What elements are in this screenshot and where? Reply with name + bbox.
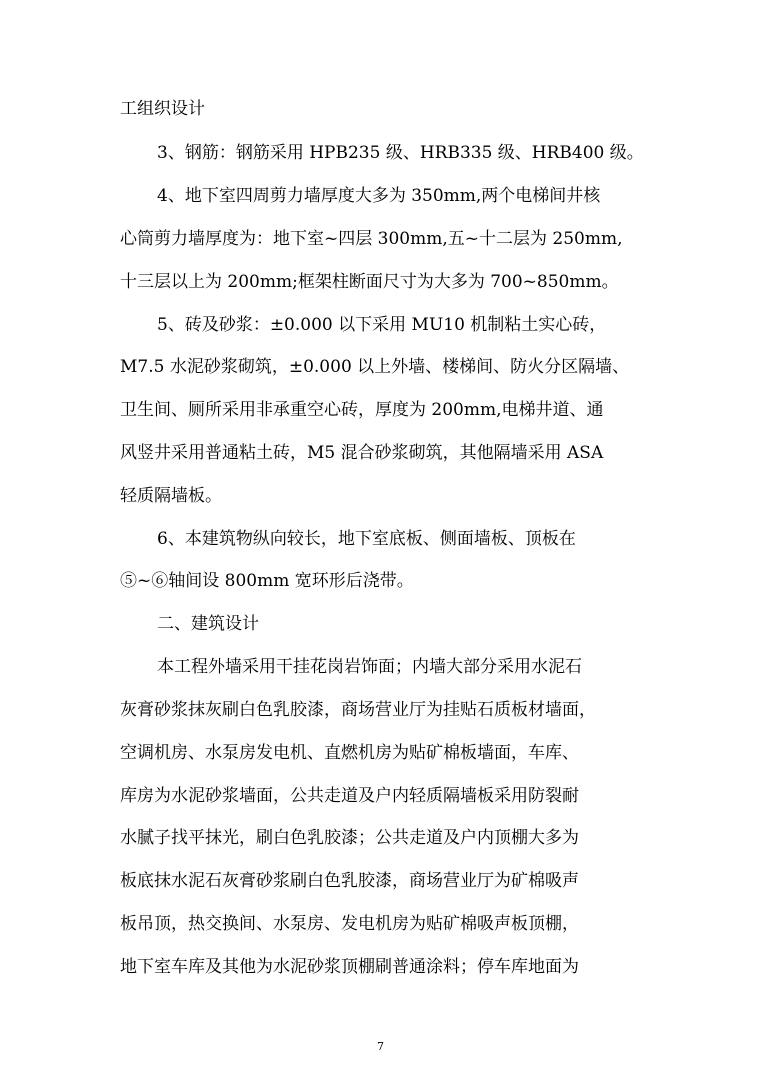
- text-line-storage: 库房为水泥砂浆墙面，公共走道及户内轻质隔墙板采用防裂耐: [120, 786, 579, 806]
- text-line-mortar: M7.5 水泥砂浆砌筑，±0.000 以上外墙、楼梯间、防火分区隔墙、: [120, 357, 630, 377]
- text-line-column: 十三层以上为 200mm;框架柱断面尺寸为大多为 700~850mm。: [120, 272, 619, 292]
- section-heading-architecture: 二、建筑设计: [157, 614, 259, 634]
- text-line-machine-room: 空调机房、水泵房发电机、直燃机房为贴矿棉板墙面，车库、: [120, 743, 579, 763]
- text-line-suspended-ceiling: 板吊顶，热交换间、水泵房、发电机房为贴矿棉吸声板顶棚，: [120, 914, 579, 934]
- text-line-partition: 轻质隔墙板。: [120, 486, 222, 506]
- text-line-pour-strip: ⑤~⑥轴间设 800mm 宽环形后浇带。: [120, 571, 414, 591]
- text-line-garage: 地下室车库及其他为水泥砂浆顶棚刷普通涂料；停车库地面为: [120, 957, 579, 977]
- text-line-shear-wall: 4、地下室四周剪力墙厚度大多为 350mm,两个电梯间井核: [157, 186, 601, 206]
- text-line-shaft: 风竖井采用普通粘土砖，M5 混合砂浆砌筑，其他隔墙采用 ASA: [120, 443, 604, 463]
- text-line-core-wall: 心筒剪力墙厚度为：地下室~四层 300mm,五~十二层为 250mm,: [120, 229, 623, 249]
- text-line-ceiling: 板底抹水泥石灰膏砂浆刷白色乳胶漆，商场营业厅为矿棉吸声: [120, 871, 579, 891]
- text-line-hollow-brick: 卫生间、厕所采用非承重空心砖，厚度为 200mm,电梯井道、通: [120, 400, 604, 420]
- text-line-exterior-wall: 本工程外墙采用干挂花岗岩饰面；内墙大部分采用水泥石: [157, 657, 582, 677]
- text-line-putty: 水腻子找平抹光，刷白色乳胶漆；公共走道及户内顶棚大多为: [120, 828, 579, 848]
- text-line-continuation: 工组织设计: [120, 99, 205, 119]
- page-number: 7: [377, 1040, 384, 1053]
- text-line-brick: 5、砖及砂浆：±0.000 以下采用 MU10 机制粘土实心砖，: [157, 315, 607, 335]
- text-line-rebar: 3、钢筋：钢筋采用 HPB235 级、HRB335 级、HRB400 级。: [157, 143, 644, 163]
- text-line-building-length: 6、本建筑物纵向较长，地下室底板、侧面墙板、顶板在: [157, 529, 576, 549]
- text-line-plaster: 灰膏砂浆抹灰刷白色乳胶漆，商场营业厅为挂贴石质板材墙面，: [120, 700, 596, 720]
